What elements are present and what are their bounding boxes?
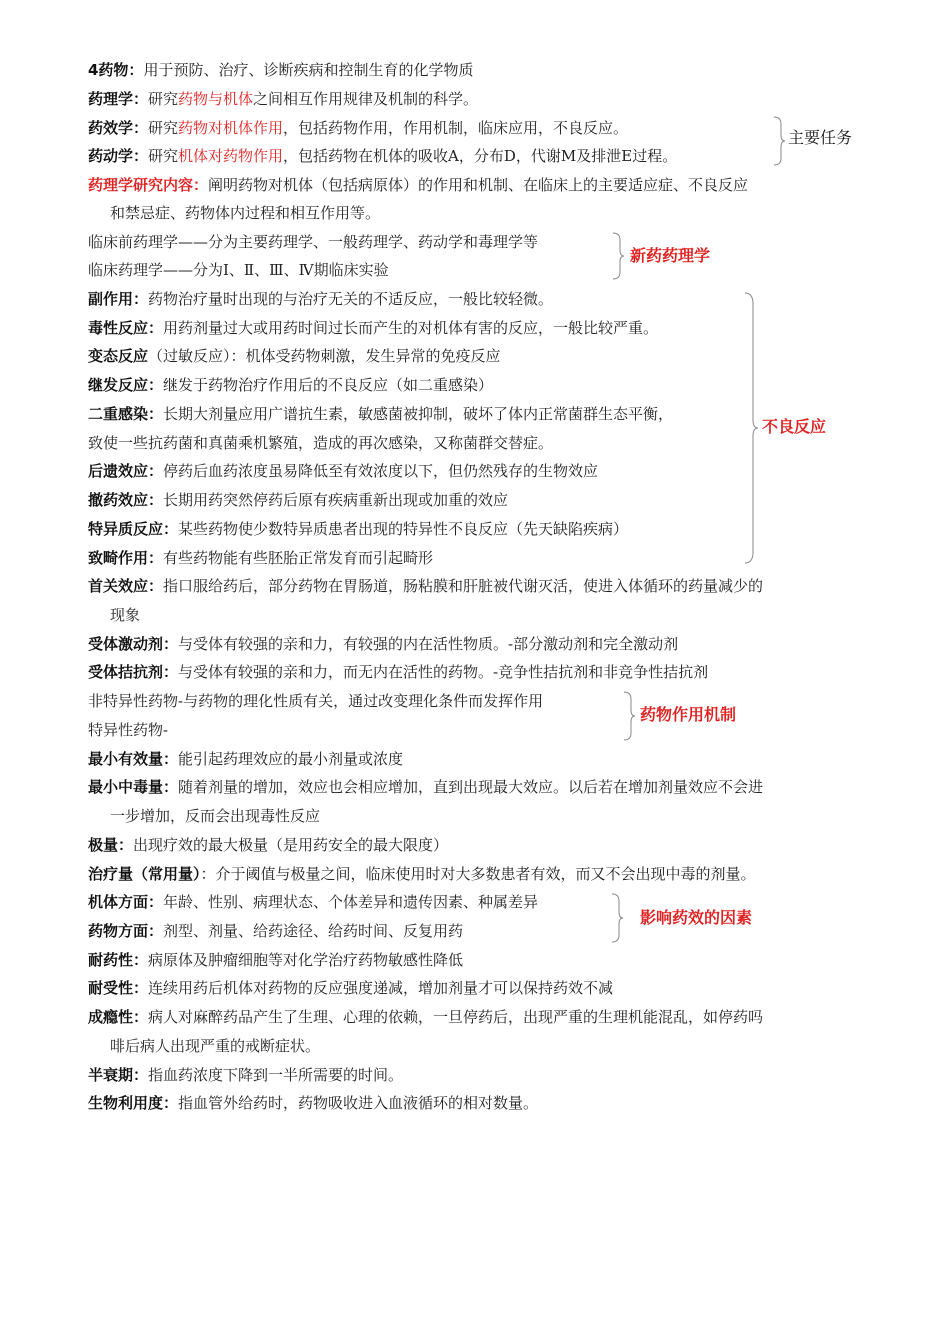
text-line bbox=[110, 806, 320, 826]
term-label: 受体激动剂： bbox=[88, 635, 179, 653]
body-text: 指血药浓度下降到一半所需要的时间。 bbox=[148, 1066, 404, 1084]
body-text: 啡后病人出现严重的戒断症状。 bbox=[110, 1037, 321, 1055]
term-label: 首关效应： bbox=[88, 577, 164, 595]
body-text: 与受体有较强的亲和力，而无内在活性的药物。-竞争性拮抗剂和非竞争性拮抗剂 bbox=[178, 663, 709, 681]
term-label: 致畸作用： bbox=[88, 549, 164, 567]
text-line bbox=[88, 260, 389, 280]
term-label: 药物方面： bbox=[88, 922, 164, 940]
text-line bbox=[110, 203, 380, 223]
term-label: 半衰期： bbox=[88, 1066, 149, 1084]
term-label: 药理学研究内容： bbox=[88, 176, 209, 194]
text-line bbox=[88, 548, 433, 568]
text-line bbox=[88, 433, 553, 453]
body-text: 继发于药物治疗作用后的不良反应（如二重感染） bbox=[163, 376, 494, 394]
brace-new-drug bbox=[611, 232, 625, 280]
text-line bbox=[88, 921, 463, 941]
body-text: 研究 bbox=[148, 90, 179, 108]
body-text: 与受体有较强的亲和力，有较强的内在活性物质。-部分激动剂和完全激动剂 bbox=[178, 635, 679, 653]
term-label: 成瘾性： bbox=[88, 1008, 149, 1026]
text-line bbox=[88, 864, 756, 884]
brace-label-new-drug: 新药药理学 bbox=[630, 246, 711, 265]
brace-label-main-tasks: 主要任务 bbox=[788, 128, 853, 147]
term-label: 药动学： bbox=[88, 147, 149, 165]
body-text: ：介于阈值与极量之间，临床使用时对大多数患者有效，而又不会出现中毒的剂量。 bbox=[200, 865, 756, 883]
term-label: 毒性反应： bbox=[88, 319, 164, 337]
brace-main-tasks bbox=[772, 116, 786, 166]
body-text: 用于预防、治疗、诊断疾病和控制生育的化学物质 bbox=[143, 61, 474, 79]
brace-mechanism bbox=[622, 691, 636, 741]
text-line bbox=[88, 289, 553, 309]
body-text: 有些药物能有些胚胎正常发育而引起畸形 bbox=[163, 549, 434, 567]
term-label: 生物利用度： bbox=[88, 1094, 179, 1112]
body-text: 研究 bbox=[148, 147, 179, 165]
body-text: 之间相互作用规律及机制的科学。 bbox=[253, 90, 479, 108]
text-line bbox=[88, 232, 538, 252]
term-label: 药效学： bbox=[88, 119, 149, 137]
body-text: 某些药物使少数特异质患者出现的特异性不良反应（先天缺陷疾病） bbox=[178, 520, 629, 538]
term-label: 药理学： bbox=[88, 90, 149, 108]
body-text: 出现疗效的最大极量（是用药安全的最大限度） bbox=[133, 836, 449, 854]
body-text: 停药后血药浓度虽易降低至有效浓度以下，但仍然残存的生物效应 bbox=[163, 462, 599, 480]
term-label: 耐受性： bbox=[88, 979, 149, 997]
body-text: 特异性药物- bbox=[88, 721, 169, 739]
brace-label-mechanism: 药物作用机制 bbox=[640, 705, 737, 724]
brace-label-factors: 影响药效的因素 bbox=[640, 908, 753, 927]
body-text: 连续用药后机体对药物的反应强度递减，增加剂量才可以保持药效不减 bbox=[148, 979, 614, 997]
term-label: 二重感染： bbox=[88, 405, 164, 423]
text-line bbox=[88, 950, 463, 970]
text-line bbox=[88, 318, 658, 338]
body-text: 研究 bbox=[148, 119, 179, 137]
body-text: 现象 bbox=[110, 606, 141, 624]
body-text: 药物治疗量时出现的与治疗无关的不适反应，一般比较轻微。 bbox=[148, 290, 554, 308]
body-text: 临床前药理学——分为主要药理学、一般药理学、药动学和毒理学等 bbox=[88, 233, 539, 251]
term-label: 最小有效量： bbox=[88, 750, 179, 768]
term-label: 撤药效应： bbox=[88, 491, 164, 509]
text-line bbox=[88, 60, 473, 80]
term-label: 最小中毒量： bbox=[88, 778, 179, 796]
body-text: 病人对麻醉药品产生了生理、心理的依赖，一旦停药后，出现严重的生理机能混乱，如停药吗 bbox=[148, 1008, 764, 1026]
text-line bbox=[88, 835, 448, 855]
text-line bbox=[88, 691, 543, 711]
body-text: 能引起药理效应的最小剂量或浓度 bbox=[178, 750, 404, 768]
text-line bbox=[88, 1065, 403, 1085]
text-line bbox=[88, 777, 763, 797]
text-line bbox=[88, 576, 763, 596]
text-line bbox=[88, 1093, 538, 1113]
body-text: 指口服给药后，部分药物在胃肠道，肠粘膜和肝脏被代谢灭活，使进入体循环的药量减少的 bbox=[163, 577, 764, 595]
term-label: 4药物： bbox=[88, 61, 144, 79]
text-line bbox=[88, 346, 501, 366]
term-label: 受体拮抗剂： bbox=[88, 663, 179, 681]
body-text: （过敏反应）：机体受药物刺激，发生异常的免疫反应 bbox=[148, 347, 501, 365]
text-line bbox=[88, 978, 613, 998]
text-line bbox=[88, 720, 168, 740]
term-label: 特异质反应： bbox=[88, 520, 179, 538]
brace-factors bbox=[610, 893, 624, 943]
body-text: 长期用药突然停药后原有疾病重新出现或加重的效应 bbox=[163, 491, 509, 509]
text-line bbox=[88, 404, 673, 424]
text-line bbox=[88, 175, 748, 195]
term-label: 副作用： bbox=[88, 290, 149, 308]
text-line bbox=[88, 461, 598, 481]
body-text: 剂型、剂量、给药途径、给药时间、反复用药 bbox=[163, 922, 464, 940]
text-line bbox=[88, 146, 677, 166]
text-line bbox=[88, 1007, 763, 1027]
body-text: 和禁忌症、药物体内过程和相互作用等。 bbox=[110, 204, 381, 222]
term-label: 变态反应 bbox=[88, 347, 149, 365]
text-line bbox=[88, 662, 708, 682]
highlight-text: 药物与机体 bbox=[178, 90, 254, 108]
body-text: 致使一些抗药菌和真菌乘机繁殖，造成的再次感染，又称菌群交替症。 bbox=[88, 434, 554, 452]
text-line bbox=[88, 118, 628, 138]
body-text: 阐明药物对机体（包括病原体）的作用和机制、在临床上的主要适应症、不良反应 bbox=[208, 176, 749, 194]
body-text: ，包括药物在机体的吸收A，分布D，代谢M及排泄E过程。 bbox=[283, 147, 678, 165]
body-text: 指血管外给药时，药物吸收进入血液循环的相对数量。 bbox=[178, 1094, 539, 1112]
body-text: ，包括药物作用，作用机制，临床应用，不良反应。 bbox=[283, 119, 629, 137]
term-label: 耐药性： bbox=[88, 951, 149, 969]
brace-label-adverse: 不良反应 bbox=[762, 417, 827, 436]
text-line bbox=[110, 1036, 320, 1056]
body-text: 临床药理学——分为Ⅰ、Ⅱ、Ⅲ、Ⅳ期临床实验 bbox=[88, 261, 389, 279]
text-line bbox=[110, 605, 140, 625]
term-label: 后遗效应： bbox=[88, 462, 164, 480]
body-text: 非特异性药物-与药物的理化性质有关，通过改变理化条件而发挥作用 bbox=[88, 692, 544, 710]
text-line bbox=[88, 634, 678, 654]
term-label: 机体方面： bbox=[88, 893, 164, 911]
text-line bbox=[88, 749, 403, 769]
body-text: 一步增加，反而会出现毒性反应 bbox=[110, 807, 321, 825]
highlight-text: 机体对药物作用 bbox=[178, 147, 284, 165]
brace-adverse bbox=[743, 292, 759, 564]
body-text: 年龄、性别、病理状态、个体差异和遗传因素、种属差异 bbox=[163, 893, 539, 911]
term-label: 继发反应： bbox=[88, 376, 164, 394]
term-label: 治疗量（常用量） bbox=[88, 865, 201, 883]
text-line bbox=[88, 89, 478, 109]
text-line bbox=[88, 519, 628, 539]
text-line bbox=[88, 375, 493, 395]
text-line bbox=[88, 490, 508, 510]
body-text: 长期大剂量应用广谱抗生素，敏感菌被抑制，破坏了体内正常菌群生态平衡， bbox=[163, 405, 674, 423]
highlight-text: 药物对机体作用 bbox=[178, 119, 284, 137]
term-label: 极量： bbox=[88, 836, 134, 854]
body-text: 随着剂量的增加，效应也会相应增加，直到出现最大效应。以后若在增加剂量效应不会进 bbox=[178, 778, 764, 796]
body-text: 病原体及肿瘤细胞等对化学治疗药物敏感性降低 bbox=[148, 951, 464, 969]
body-text: 用药剂量过大或用药时间过长而产生的对机体有害的反应，一般比较严重。 bbox=[163, 319, 659, 337]
text-line bbox=[88, 892, 538, 912]
